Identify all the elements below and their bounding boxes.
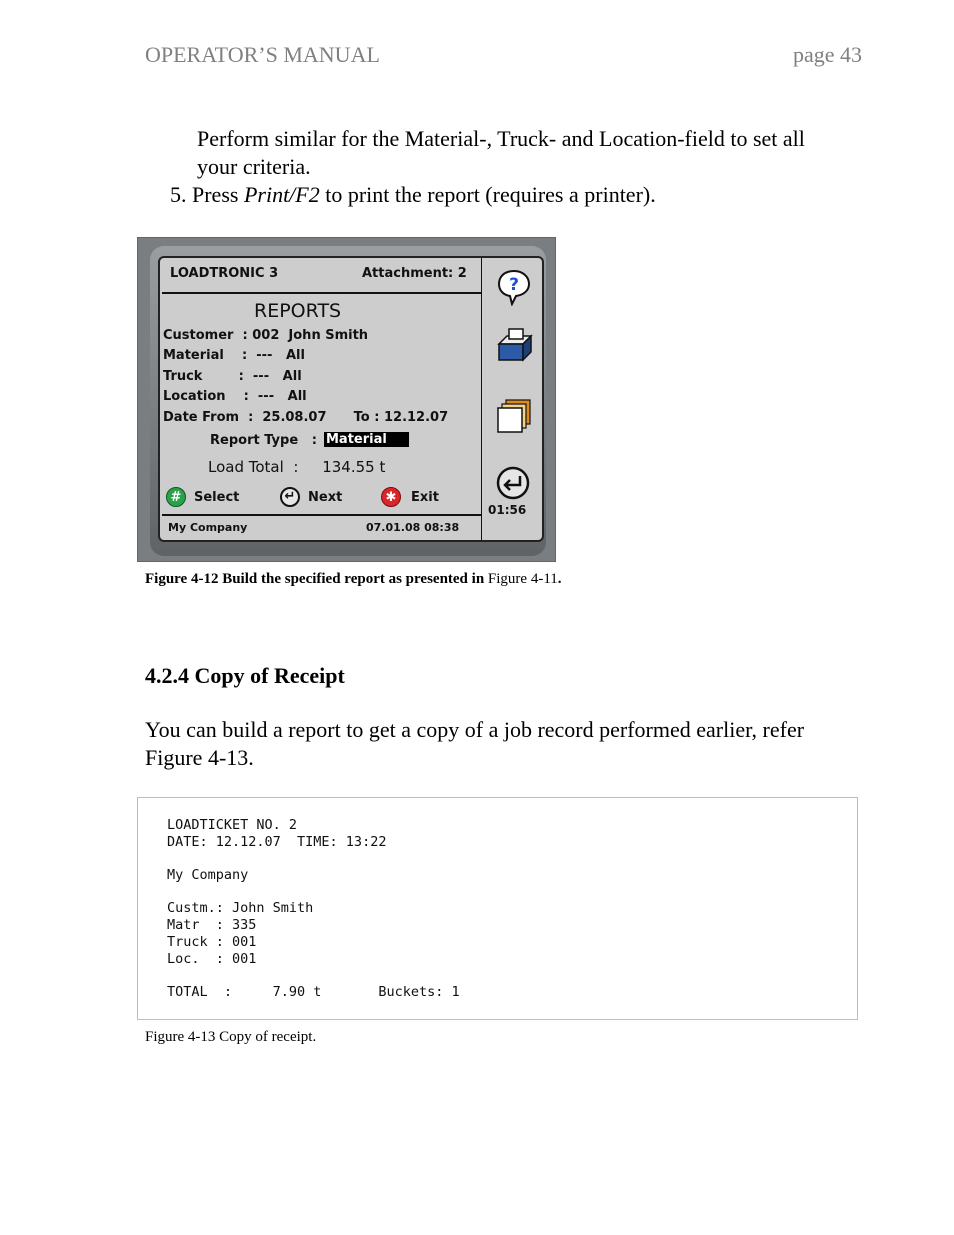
figure-4-11-reference[interactable]: Figure 4-11 bbox=[484, 571, 558, 587]
select-label: Select bbox=[194, 490, 240, 505]
hash-icon: # bbox=[166, 487, 186, 507]
manual-title: OPERATOR’S MANUAL bbox=[145, 42, 380, 67]
figure-4-13-caption: Figure 4-13 Copy of receipt. bbox=[145, 1029, 317, 1045]
receipt-date-time: DATE: 12.12.07 TIME: 13:22 bbox=[167, 834, 387, 850]
bottom-rule bbox=[162, 514, 481, 516]
device-brand: LOADTRONIC 3 bbox=[170, 266, 279, 281]
row-truck: Truck : --- All bbox=[163, 369, 302, 384]
receipt-company: My Company bbox=[167, 867, 249, 883]
side-divider bbox=[481, 258, 482, 542]
company-name: My Company bbox=[168, 521, 248, 534]
receipt-location: Loc. : 001 bbox=[167, 951, 257, 967]
help-icon bbox=[496, 268, 532, 306]
intro-line-2: your criteria. bbox=[197, 154, 311, 179]
step-5 bbox=[170, 181, 656, 209]
print-button[interactable] bbox=[495, 328, 533, 368]
receipt-truck: Truck : 001 bbox=[167, 934, 257, 950]
clock: 01:56 bbox=[488, 503, 527, 517]
report-type-value[interactable]: Material bbox=[324, 432, 409, 447]
device-screenshot bbox=[137, 237, 556, 562]
step-text: Press Print/F2 to print the report (requires a printer). bbox=[192, 182, 656, 207]
enter-arrow-icon: ↵ bbox=[280, 487, 300, 507]
row-material: Material : --- All bbox=[163, 348, 305, 363]
return-arrow-icon bbox=[495, 466, 531, 500]
exit-label: Exit bbox=[411, 490, 439, 505]
page-number: page 43 bbox=[793, 42, 863, 67]
receipt-ticket-number: LOADTICKET NO. 2 bbox=[167, 817, 298, 833]
pages-icon bbox=[496, 398, 534, 434]
enter-button[interactable] bbox=[495, 466, 531, 504]
receipt-customer: Custm.: John Smith bbox=[167, 900, 314, 916]
device-screen bbox=[158, 256, 544, 542]
row-customer: Customer : 002 John Smith bbox=[163, 328, 369, 343]
intro-line-1: Perform similar for the Material-, Truck- and Location-field to set all bbox=[197, 126, 805, 151]
print-key: Print/F2 bbox=[243, 182, 320, 207]
paragraph-line-2: Figure 4-13. bbox=[145, 745, 254, 770]
next-label: Next bbox=[308, 490, 343, 505]
printer-icon bbox=[495, 328, 533, 364]
receipt-material: Matr : 335 bbox=[167, 917, 257, 933]
paragraph-line-1: You can build a report to get a copy of a job record performed earlier, refer bbox=[145, 717, 805, 742]
section-heading: 4.2.4 Copy of Receipt bbox=[145, 663, 345, 688]
report-type-label: Report Type : bbox=[210, 433, 317, 448]
row-location: Location : --- All bbox=[163, 389, 307, 404]
status-datetime: 07.01.08 08:38 bbox=[366, 521, 460, 534]
row-date-range: Date From : 25.08.07 To : 12.12.07 bbox=[163, 410, 449, 425]
receipt-printout bbox=[137, 797, 858, 1020]
load-total: Load Total : 134.55 t bbox=[208, 458, 386, 476]
figure-4-12-caption: Figure 4-12 Build the specified report as presented in Figure 4-11. bbox=[145, 571, 562, 587]
pages-button[interactable] bbox=[496, 398, 534, 438]
help-button[interactable] bbox=[496, 268, 532, 310]
attachment-label: Attachment: 2 bbox=[362, 266, 467, 281]
reports-title: REPORTS bbox=[254, 300, 342, 322]
svg-text:?: ? bbox=[509, 275, 519, 295]
receipt-total: TOTAL : 7.90 t Buckets: 1 bbox=[167, 984, 460, 1000]
cancel-star-icon: ✱ bbox=[381, 487, 401, 507]
step-number: 5. bbox=[170, 182, 187, 207]
top-rule bbox=[162, 292, 481, 294]
